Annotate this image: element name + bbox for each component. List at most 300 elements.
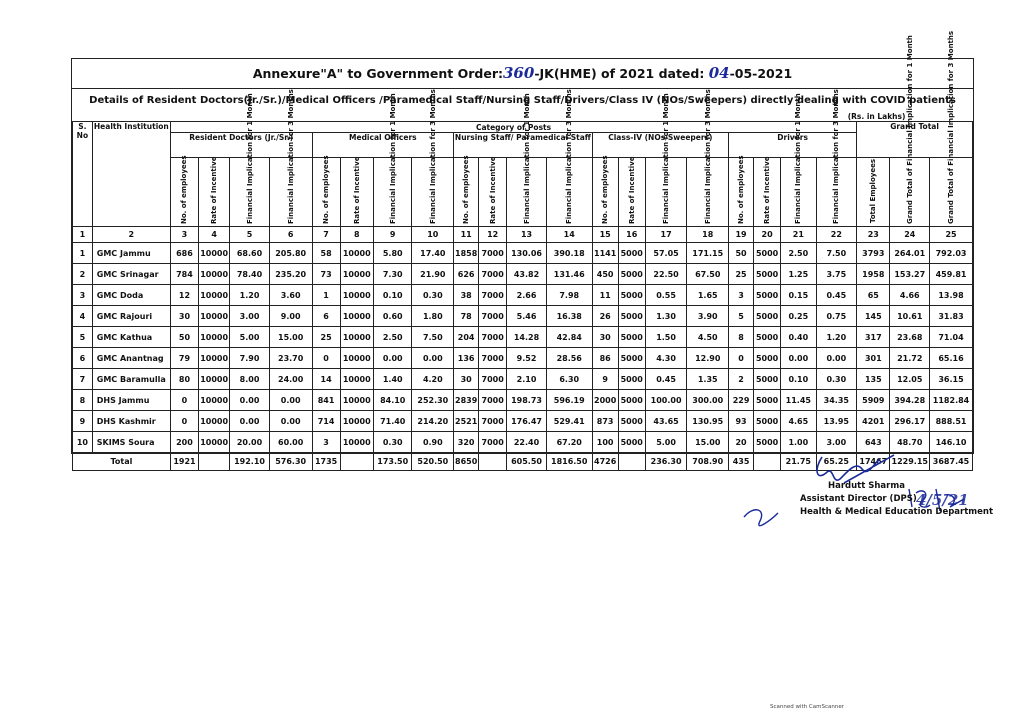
table-cell: 1958 — [857, 264, 890, 285]
table-cell: 301 — [857, 348, 890, 369]
table-cell: 13.95 — [816, 411, 857, 432]
total-cell: 236.30 — [645, 453, 687, 471]
table-cell: 65 — [857, 285, 890, 306]
sub-header-g0-c2: Financial Implication for 1 Month — [230, 158, 270, 227]
table-cell: 3.00 — [230, 306, 270, 327]
table-cell: 5000 — [618, 369, 645, 390]
table-cell: 0.40 — [781, 327, 816, 348]
sub-header-g0-c3: Financial Implication for 3 Months — [269, 158, 312, 227]
sub-header-g3-c3: Financial Implication for 3 Months — [687, 158, 729, 227]
table-cell: 3.00 — [816, 432, 857, 453]
column-number: 18 — [687, 227, 729, 243]
column-number: 12 — [479, 227, 507, 243]
signatory-designation: Assistant Director (DPS) — [800, 494, 917, 504]
total-cell: 21.75 — [781, 453, 816, 471]
table-cell: 84.10 — [373, 390, 412, 411]
table-cell: 7.90 — [230, 348, 270, 369]
sub-header-g0-c1: Rate of Incentive — [199, 158, 230, 227]
total-cell: 1816.50 — [546, 453, 592, 471]
table-cell: 50 — [170, 327, 198, 348]
header-institution: Health Institution — [92, 122, 170, 227]
sub-header-g2-c1: Rate of Incentive — [479, 158, 507, 227]
column-number: 8 — [340, 227, 373, 243]
sub-header-g4-c1: Rate of Incentive — [754, 158, 781, 227]
table-cell: 0.00 — [412, 348, 454, 369]
table-cell: 25 — [312, 327, 340, 348]
table-cell: 0.45 — [816, 285, 857, 306]
row-institution: SKIMS Soura — [92, 432, 170, 453]
order-number-handwritten: 360 — [503, 64, 535, 82]
row-sno: 5 — [73, 327, 93, 348]
table-cell: 296.17 — [890, 411, 930, 432]
table-cell: 7000 — [479, 348, 507, 369]
title-suffix: -05-2021 — [729, 66, 793, 81]
table-cell: 10000 — [199, 306, 230, 327]
table-cell: 20.00 — [230, 432, 270, 453]
table-cell: 888.51 — [930, 411, 973, 432]
sub-header-g3-c0: No. of employees — [592, 158, 618, 227]
column-number: 3 — [170, 227, 198, 243]
table-cell: 176.47 — [507, 411, 547, 432]
table-cell: 626 — [454, 264, 479, 285]
total-cell: 1921 — [170, 453, 198, 471]
total-cell: 520.50 — [412, 453, 454, 471]
table-cell: 1.50 — [645, 327, 687, 348]
row-institution: GMC Rajouri — [92, 306, 170, 327]
table-cell: 9.52 — [507, 348, 547, 369]
table-cell: 9 — [592, 369, 618, 390]
table-cell: 73 — [312, 264, 340, 285]
table-cell: 1858 — [454, 243, 479, 264]
table-cell: 0.00 — [269, 411, 312, 432]
table-cell: 12.90 — [687, 348, 729, 369]
table-cell: 131.46 — [546, 264, 592, 285]
table-cell: 459.81 — [930, 264, 973, 285]
table-cell: 0.30 — [412, 285, 454, 306]
total-cell: 173.50 — [373, 453, 412, 471]
total-cell — [479, 453, 507, 471]
table-cell: 394.28 — [890, 390, 930, 411]
sub-header-g2-c0: No. of employees — [454, 158, 479, 227]
signatory-name: Hardutt Sharma — [828, 481, 905, 491]
table-cell: 60.00 — [269, 432, 312, 453]
table-cell: 1.35 — [687, 369, 729, 390]
total-cell: 1229.15 — [890, 453, 930, 471]
table-cell: 10000 — [199, 411, 230, 432]
row-sno: 9 — [73, 411, 93, 432]
total-cell: 192.10 — [230, 453, 270, 471]
column-number: 15 — [592, 227, 618, 243]
table-cell: 58 — [312, 243, 340, 264]
table-cell: 2 — [729, 369, 754, 390]
sub-header-g3-c2: Financial Implication for 1 Month — [645, 158, 687, 227]
table-row — [73, 285, 973, 306]
title-middle: -JK(HME) of 2021 dated: — [534, 66, 705, 81]
table-cell: 5000 — [754, 411, 781, 432]
table-cell: 26 — [592, 306, 618, 327]
table-cell: 4.66 — [890, 285, 930, 306]
table-cell: 0.10 — [781, 369, 816, 390]
column-number: 5 — [230, 227, 270, 243]
table-cell: 204 — [454, 327, 479, 348]
table-cell: 22.50 — [645, 264, 687, 285]
sub-header-g1-c3: Financial Implication for 3 Months — [412, 158, 454, 227]
total-cell: 435 — [729, 453, 754, 471]
table-cell: 1141 — [592, 243, 618, 264]
total-cell: 605.50 — [507, 453, 547, 471]
table-cell: 68.60 — [230, 243, 270, 264]
table-cell: 1.40 — [373, 369, 412, 390]
table-cell: 0.30 — [816, 369, 857, 390]
table-cell: 4.65 — [781, 411, 816, 432]
table-cell: 198.73 — [507, 390, 547, 411]
table-row — [73, 390, 973, 411]
table-cell: 0.75 — [816, 306, 857, 327]
total-label: Total — [73, 453, 171, 471]
table-cell: 57.05 — [645, 243, 687, 264]
table-cell: 214.20 — [412, 411, 454, 432]
table-cell: 5000 — [754, 264, 781, 285]
table-cell: 317 — [857, 327, 890, 348]
table-cell: 5000 — [754, 285, 781, 306]
row-institution: GMC Doda — [92, 285, 170, 306]
details-heading: Details of Resident Doctors(Jr./Sr.)/Medical Officers /Paramedical Staff/Nursing Staff/Drivers/Class IV (NOs/Sweepers) directly dealing with COVID patients — [89, 95, 956, 106]
grand-sub-header-1: Grand Total of Financial Implication for 1 Month — [890, 158, 930, 227]
table-cell: 205.80 — [269, 243, 312, 264]
row-sno: 4 — [73, 306, 93, 327]
table-cell: 4.20 — [412, 369, 454, 390]
table-cell: 3.90 — [687, 306, 729, 327]
total-cell: 65.25 — [816, 453, 857, 471]
column-number-row — [73, 227, 973, 243]
table-cell: 7000 — [479, 411, 507, 432]
table-cell: 10000 — [340, 369, 373, 390]
table-cell: 1.20 — [816, 327, 857, 348]
table-cell: 643 — [857, 432, 890, 453]
total-cell: 8650 — [454, 453, 479, 471]
column-number: 22 — [816, 227, 857, 243]
column-number: 6 — [269, 227, 312, 243]
table-cell: 7000 — [479, 306, 507, 327]
row-institution: DHS Jammu — [92, 390, 170, 411]
grand-sub-header-2: Grand Total of Financial Implication for 3 Months — [930, 158, 973, 227]
row-sno: 7 — [73, 369, 93, 390]
column-number: 19 — [729, 227, 754, 243]
table-cell: 67.50 — [687, 264, 729, 285]
header-category: Category of Posts — [170, 122, 856, 133]
table-cell: 1.25 — [781, 264, 816, 285]
signatory-department: Health & Medical Education Department — [800, 507, 994, 517]
sub-header-g4-c2: Financial Implication for 1 Month — [781, 158, 816, 227]
data-body — [73, 243, 973, 471]
table-cell: 0.25 — [781, 306, 816, 327]
table-cell: 135 — [857, 369, 890, 390]
table-cell: 34.35 — [816, 390, 857, 411]
table-cell: 0.00 — [230, 411, 270, 432]
sub-header-g1-c1: Rate of Incentive — [340, 158, 373, 227]
row-sno: 1 — [73, 243, 93, 264]
table-cell: 136 — [454, 348, 479, 369]
table-cell: 5000 — [618, 306, 645, 327]
table-cell: 873 — [592, 411, 618, 432]
annexure-sheet — [71, 30, 974, 466]
table-cell: 7000 — [479, 390, 507, 411]
column-number: 24 — [890, 227, 930, 243]
table-cell: 30 — [454, 369, 479, 390]
table-row — [73, 348, 973, 369]
column-number: 21 — [781, 227, 816, 243]
table-cell: 10000 — [199, 243, 230, 264]
table-cell: 0.15 — [781, 285, 816, 306]
annexure-title — [72, 59, 973, 89]
table-cell: 0.30 — [373, 432, 412, 453]
row-sno: 6 — [73, 348, 93, 369]
sub-header-g4-c3: Financial Implication for 3 Months — [816, 158, 857, 227]
table-cell: 13.98 — [930, 285, 973, 306]
table-cell: 5000 — [618, 264, 645, 285]
table-cell: 86 — [592, 348, 618, 369]
table-cell: 79 — [170, 348, 198, 369]
total-cell: 3687.45 — [930, 453, 973, 471]
column-number: 1 — [73, 227, 93, 243]
signature-date-handwritten: 4/5/21 — [916, 491, 969, 509]
sub-header-g4-c0: No. of employees — [729, 158, 754, 227]
table-cell: 146.10 — [930, 432, 973, 453]
table-cell: 320 — [454, 432, 479, 453]
title-prefix: Annexure"A" to Government Order: — [252, 66, 503, 81]
table-cell: 5000 — [618, 348, 645, 369]
table-cell: 229 — [729, 390, 754, 411]
table-cell: 10000 — [199, 285, 230, 306]
table-cell: 7000 — [479, 243, 507, 264]
table-cell: 10000 — [340, 411, 373, 432]
table-cell: 14.28 — [507, 327, 547, 348]
column-number: 7 — [312, 227, 340, 243]
table-cell: 529.41 — [546, 411, 592, 432]
column-number: 4 — [199, 227, 230, 243]
table-cell: 3793 — [857, 243, 890, 264]
table-cell: 65.16 — [930, 348, 973, 369]
row-institution: DHS Kashmir — [92, 411, 170, 432]
table-cell: 5000 — [754, 327, 781, 348]
table-cell: 5909 — [857, 390, 890, 411]
column-number: 16 — [618, 227, 645, 243]
table-cell: 5000 — [754, 348, 781, 369]
table-cell: 596.19 — [546, 390, 592, 411]
table-cell: 2839 — [454, 390, 479, 411]
table-cell: 8.00 — [230, 369, 270, 390]
table-cell: 5.00 — [230, 327, 270, 348]
table-cell: 841 — [312, 390, 340, 411]
table-cell: 0.45 — [645, 369, 687, 390]
table-cell: 5000 — [618, 390, 645, 411]
table-cell: 10000 — [199, 369, 230, 390]
table-cell: 264.01 — [890, 243, 930, 264]
table-cell: 30 — [592, 327, 618, 348]
row-institution: GMC Srinagar — [92, 264, 170, 285]
table-cell: 0.00 — [269, 390, 312, 411]
table-cell: 2.10 — [507, 369, 547, 390]
table-cell: 5.00 — [645, 432, 687, 453]
table-cell: 7.50 — [816, 243, 857, 264]
total-cell: 17467 — [857, 453, 890, 471]
table-cell: 2.50 — [373, 327, 412, 348]
header-group-drivers: Drivers — [729, 133, 857, 158]
table-cell: 28.56 — [546, 348, 592, 369]
table-cell: 5000 — [618, 243, 645, 264]
table-cell: 7000 — [479, 327, 507, 348]
total-cell — [618, 453, 645, 471]
table-cell: 1.20 — [230, 285, 270, 306]
table-cell: 7.50 — [412, 327, 454, 348]
table-cell: 78.40 — [230, 264, 270, 285]
table-cell: 7000 — [479, 369, 507, 390]
table-cell: 43.82 — [507, 264, 547, 285]
table-cell: 0.00 — [373, 348, 412, 369]
table-cell: 5000 — [754, 369, 781, 390]
grand-sub-header-0: Total Employees — [857, 158, 890, 227]
table-cell: 36.15 — [930, 369, 973, 390]
table-cell: 2000 — [592, 390, 618, 411]
row-sno: 10 — [73, 432, 93, 453]
table-cell: 11.45 — [781, 390, 816, 411]
table-cell: 6.30 — [546, 369, 592, 390]
table-cell: 8 — [729, 327, 754, 348]
table-cell: 450 — [592, 264, 618, 285]
table-row — [73, 411, 973, 432]
table-cell: 5000 — [618, 285, 645, 306]
table-cell: 5.46 — [507, 306, 547, 327]
table-cell: 3.60 — [269, 285, 312, 306]
table-cell: 80 — [170, 369, 198, 390]
sub-header-g2-c3: Financial Implication for 3 Months — [546, 158, 592, 227]
table-cell: 93 — [729, 411, 754, 432]
table-cell: 0 — [170, 411, 198, 432]
sub-header-g1-c0: No. of employees — [312, 158, 340, 227]
table-cell: 5000 — [754, 390, 781, 411]
table-row — [73, 306, 973, 327]
table-cell: 1.80 — [412, 306, 454, 327]
header-group-class-iv: Class-IV (NOs/Sweepers) — [592, 133, 728, 158]
table-cell: 23.70 — [269, 348, 312, 369]
table-cell: 7000 — [479, 432, 507, 453]
table-cell: 24.00 — [269, 369, 312, 390]
table-cell: 1.65 — [687, 285, 729, 306]
row-sno: 8 — [73, 390, 93, 411]
table-cell: 100 — [592, 432, 618, 453]
table-cell: 22.40 — [507, 432, 547, 453]
table-cell: 153.27 — [890, 264, 930, 285]
table-cell: 16.38 — [546, 306, 592, 327]
total-cell — [340, 453, 373, 471]
table-cell: 10000 — [199, 264, 230, 285]
table-cell: 10000 — [340, 390, 373, 411]
table-cell: 0.60 — [373, 306, 412, 327]
table-cell: 0.00 — [816, 348, 857, 369]
column-number: 20 — [754, 227, 781, 243]
table-cell: 10000 — [340, 243, 373, 264]
row-institution: GMC Kathua — [92, 327, 170, 348]
row-sno: 3 — [73, 285, 93, 306]
table-row — [73, 264, 973, 285]
table-cell: 10000 — [199, 432, 230, 453]
table-cell: 10000 — [199, 390, 230, 411]
table-cell: 10000 — [340, 306, 373, 327]
column-number: 11 — [454, 227, 479, 243]
row-institution: GMC Baramulla — [92, 369, 170, 390]
table-cell: 171.15 — [687, 243, 729, 264]
table-cell: 235.20 — [269, 264, 312, 285]
table-cell: 0.55 — [645, 285, 687, 306]
table-cell: 6 — [312, 306, 340, 327]
header-grand-total: Grand Total — [857, 122, 973, 158]
table-cell: 15.00 — [687, 432, 729, 453]
table-cell: 10000 — [340, 327, 373, 348]
sub-header-g1-c2: Financial Implication for 1 Month — [373, 158, 412, 227]
table-cell: 714 — [312, 411, 340, 432]
table-cell: 21.72 — [890, 348, 930, 369]
table-cell: 5000 — [618, 327, 645, 348]
total-cell: 1735 — [312, 453, 340, 471]
table-cell: 0.10 — [373, 285, 412, 306]
column-number: 2 — [92, 227, 170, 243]
table-cell: 10000 — [340, 264, 373, 285]
row-institution: GMC Jammu — [92, 243, 170, 264]
table-cell: 15.00 — [269, 327, 312, 348]
total-cell — [199, 453, 230, 471]
table-cell: 10000 — [340, 348, 373, 369]
table-cell: 0 — [312, 348, 340, 369]
table-cell: 17.40 — [412, 243, 454, 264]
table-row — [73, 243, 973, 264]
table-cell: 784 — [170, 264, 198, 285]
row-institution: GMC Anantnag — [92, 348, 170, 369]
column-number: 9 — [373, 227, 412, 243]
table-cell: 10000 — [340, 285, 373, 306]
table-cell: 14 — [312, 369, 340, 390]
column-number: 14 — [546, 227, 592, 243]
total-cell: 708.90 — [687, 453, 729, 471]
table-cell: 2.50 — [781, 243, 816, 264]
table-cell: 792.03 — [930, 243, 973, 264]
signature-block — [800, 480, 994, 519]
table-cell: 21.90 — [412, 264, 454, 285]
table-cell: 1.00 — [781, 432, 816, 453]
table-cell: 50 — [729, 243, 754, 264]
table-cell: 7.30 — [373, 264, 412, 285]
header-group-resident-doctors: Resident Doctors (Jr./Sr.) — [170, 133, 312, 158]
table-cell: 4.50 — [687, 327, 729, 348]
units-note: (Rs. in Lakhs) — [847, 111, 906, 121]
table-cell: 42.84 — [546, 327, 592, 348]
table-cell: 3.75 — [816, 264, 857, 285]
total-cell: 4726 — [592, 453, 618, 471]
table-cell: 100.00 — [645, 390, 687, 411]
table-cell: 130.95 — [687, 411, 729, 432]
table-cell: 200 — [170, 432, 198, 453]
table-cell: 4.30 — [645, 348, 687, 369]
table-cell: 9.00 — [269, 306, 312, 327]
table-cell: 78 — [454, 306, 479, 327]
table-cell: 2.66 — [507, 285, 547, 306]
table-cell: 20 — [729, 432, 754, 453]
table-cell: 25 — [729, 264, 754, 285]
row-sno: 2 — [73, 264, 93, 285]
table-cell: 300.00 — [687, 390, 729, 411]
table-cell: 30 — [170, 306, 198, 327]
table-cell: 10000 — [340, 432, 373, 453]
table-cell: 38 — [454, 285, 479, 306]
